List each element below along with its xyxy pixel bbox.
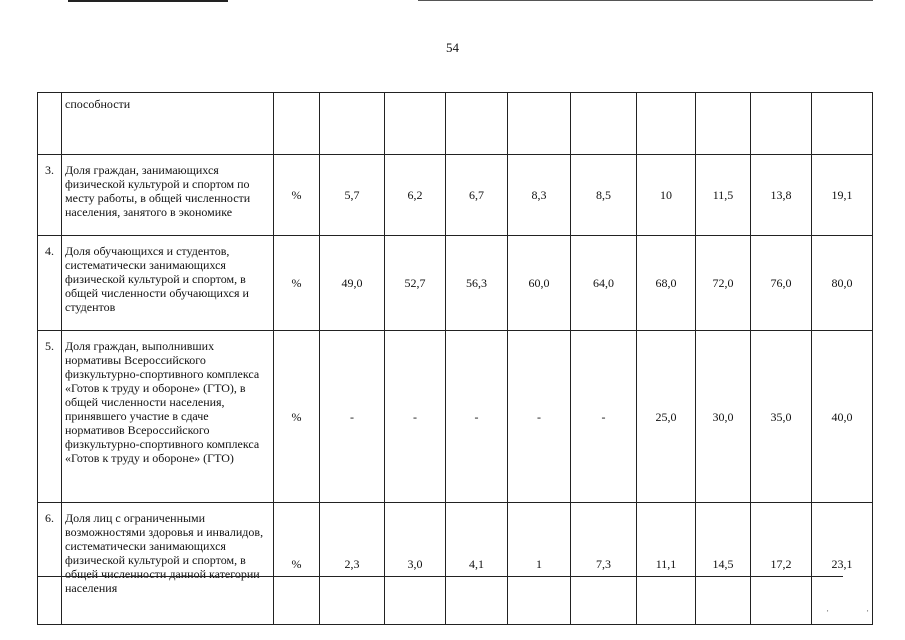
value-cell: 40,0 [812, 331, 873, 503]
value-cell: 80,0 [812, 236, 873, 331]
scan-speck: ⋅ [866, 606, 870, 616]
value-cell [385, 93, 446, 155]
indicator-name: способности [62, 93, 274, 155]
value-cell: 49,0 [320, 236, 385, 331]
value-cell: 13,8 [751, 155, 812, 236]
table-row [38, 155, 873, 236]
row-number: 4. [38, 236, 62, 331]
value-cell: 10 [637, 155, 696, 236]
value-cell: 17,2 [751, 503, 812, 625]
value-cell: 8,5 [571, 155, 637, 236]
unit-cell: % [274, 155, 320, 236]
table-bottom-rule [37, 576, 843, 577]
value-cell [812, 93, 873, 155]
value-cell: - [385, 331, 446, 503]
value-cell: 35,0 [751, 331, 812, 503]
value-cell [751, 93, 812, 155]
value-cell: 7,3 [571, 503, 637, 625]
row-number: 6. [38, 503, 62, 625]
value-cell: 25,0 [637, 331, 696, 503]
value-cell: 8,3 [508, 155, 571, 236]
table-row [38, 93, 873, 155]
value-cell: 23,1 [812, 503, 873, 625]
value-cell: 5,7 [320, 155, 385, 236]
header-rule-right [418, 0, 873, 1]
value-cell: 30,0 [696, 331, 751, 503]
value-cell: 6,7 [446, 155, 508, 236]
table-row [38, 331, 873, 503]
value-cell: 64,0 [571, 236, 637, 331]
value-cell [446, 93, 508, 155]
value-cell: 1 [508, 503, 571, 625]
value-cell [508, 93, 571, 155]
indicators-table [37, 92, 873, 625]
indicator-name: Доля обучающихся и студентов, систематически занимающихся физической культурой и спортом, в общей численности обучающихся и студентов [62, 236, 274, 331]
value-cell: 11,5 [696, 155, 751, 236]
row-number: 5. [38, 331, 62, 503]
value-cell: 6,2 [385, 155, 446, 236]
row-number [38, 93, 62, 155]
value-cell [571, 93, 637, 155]
value-cell: - [508, 331, 571, 503]
indicator-name: Доля граждан, выполнивших нормативы Всероссийского физкультурно-спортивного комплекса «Готов к труду и обороне» (ГТО), в общей численности населения, принявшего участие в сдаче нормативов Всероссийского физкультурно-спортивного комплекса «Готов к труду и обороне» (ГТО) [62, 331, 274, 503]
value-cell: 19,1 [812, 155, 873, 236]
value-cell: - [446, 331, 508, 503]
row-number: 3. [38, 155, 62, 236]
header-rule-left [68, 0, 228, 2]
value-cell: 68,0 [637, 236, 696, 331]
unit-cell: % [274, 503, 320, 625]
table-row [38, 503, 873, 625]
value-cell [696, 93, 751, 155]
unit-cell: % [274, 331, 320, 503]
value-cell: 4,1 [446, 503, 508, 625]
table-row [38, 236, 873, 331]
value-cell: 52,7 [385, 236, 446, 331]
value-cell: 14,5 [696, 503, 751, 625]
value-cell: 76,0 [751, 236, 812, 331]
value-cell: 60,0 [508, 236, 571, 331]
value-cell [637, 93, 696, 155]
value-cell: - [571, 331, 637, 503]
scan-speck: ⋅ [826, 606, 830, 616]
indicator-name: Доля граждан, занимающихся физической культурой и спортом по месту работы, в общей численности населения, занятого в экономике [62, 155, 274, 236]
value-cell: 3,0 [385, 503, 446, 625]
value-cell: - [320, 331, 385, 503]
page-number: 54 [446, 40, 459, 55]
unit-cell [274, 93, 320, 155]
value-cell: 2,3 [320, 503, 385, 625]
value-cell: 72,0 [696, 236, 751, 331]
value-cell [320, 93, 385, 155]
value-cell: 11,1 [637, 503, 696, 625]
value-cell: 56,3 [446, 236, 508, 331]
unit-cell: % [274, 236, 320, 331]
indicator-name: Доля лиц с ограниченными возможностями здоровья и инвалидов, систематически занимающихся физической культурой и спортом, в общей численности данной категории населения [62, 503, 274, 625]
